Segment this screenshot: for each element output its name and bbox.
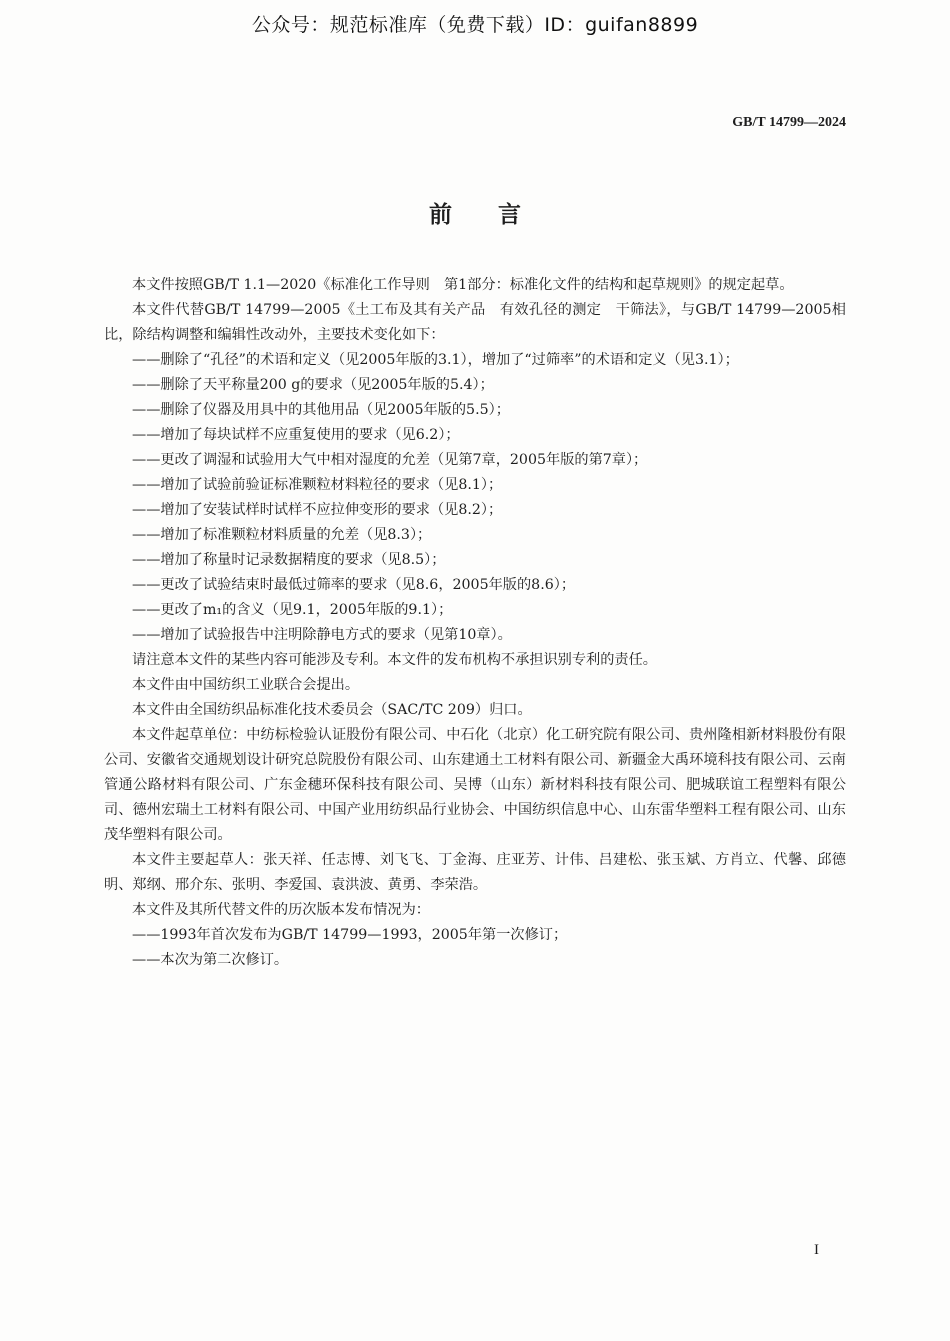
page-title: 前言: [429, 202, 567, 228]
proposer-note: 本文件由中国纺织工业联合会提出。: [132, 677, 360, 693]
history-intro: 本文件及其所代替文件的历次版本发布情况为：: [132, 902, 430, 918]
change-item: ——增加了试验报告中注明除静电方式的要求（见第10章）。: [132, 627, 512, 643]
page-number: I: [814, 1242, 819, 1258]
paragraph: 本文件按照GB/T 1.1—2020《标准化工作导则 第1部分：标准化文件的结构和起草规则》的规定起草。: [132, 277, 794, 293]
drafters: 本文件主要起草人：张天祥、任志博、刘飞飞、丁金海、庄亚芳、计伟、吕建松、张玉斌、方肖立、代馨、邱德明、郑纲、邢介东、张明、李爱国、袁洪波、黄勇、李荣浩。: [104, 852, 846, 893]
change-item: ——更改了m₁的含义（见9.1，2005年版的9.1）；: [132, 602, 453, 618]
change-item: ——增加了标准颗粒材料质量的允差（见8.3）；: [132, 527, 432, 543]
change-item: ——删除了天平称量200 g的要求（见2005年版的5.4）；: [132, 377, 494, 393]
drafting-units: 本文件起草单位：中纺标检验认证股份有限公司、中石化（北京）化工研究院有限公司、贵州隆相新材料股份有限公司、安徽省交通规划设计研究总院股份有限公司、山东建通土工材料有限公司、新疆金大禹环境科技有限公司、云南管通公路材料有限公司、广东金穗环保科技有限公司、吴博（山东）新材料科技有限公司、肥城联谊工程塑料有限公司、德州宏瑞土工材料有限公司、中国产业用纺织品行业协会、中国纺织信息中心、山东雷华塑料工程有限公司、山东茂华塑料有限公司。: [104, 727, 846, 843]
paragraph: 本文件代替GB/T 14799—2005《土工布及其有关产品 有效孔径的测定 干筛法》，与GB/T 14799—2005相比，除结构调整和编辑性改动外，主要技术变化如下：: [104, 302, 846, 343]
committee-note: 本文件由全国纺织品标准化技术委员会（SAC/TC 209）归口。: [132, 702, 532, 718]
change-item: ——增加了安装试样时试样不应拉伸变形的要求（见8.2）；: [132, 502, 503, 518]
change-item: ——更改了试验结束时最低过筛率的要求（见8.6，2005年版的8.6）；: [132, 577, 576, 593]
patent-note: 请注意本文件的某些内容可能涉及专利。本文件的发布机构不承担识别专利的责任。: [132, 652, 657, 668]
change-item: ——更改了调湿和试验用大气中相对湿度的允差（见第7章，2005年版的第7章）；: [132, 452, 648, 468]
change-item: ——增加了称量时记录数据精度的要求（见8.5）；: [132, 552, 446, 568]
watermark-text: 公众号：规范标准库（免费下载）ID：guifan8899: [251, 14, 699, 36]
standard-code: GB/T 14799—2024: [732, 115, 846, 130]
change-item: ——删除了“孔径”的术语和定义（见2005年版的3.1），增加了“过筛率”的术语和定义（见3.1）；: [132, 352, 739, 368]
change-item: ——删除了仪器及用具中的其他用品（见2005年版的5.5）；: [132, 402, 510, 418]
history-item: ——本次为第二次修订。: [132, 952, 289, 968]
change-item: ——增加了每块试样不应重复使用的要求（见6.2）；: [132, 427, 460, 443]
document-body: [104, 273, 846, 973]
change-item: ——增加了试验前验证标准颗粒材料粒径的要求（见8.1）；: [132, 477, 503, 493]
history-item: ——1993年首次发布为GB/T 14799—1993，2005年第一次修订；: [132, 927, 568, 943]
